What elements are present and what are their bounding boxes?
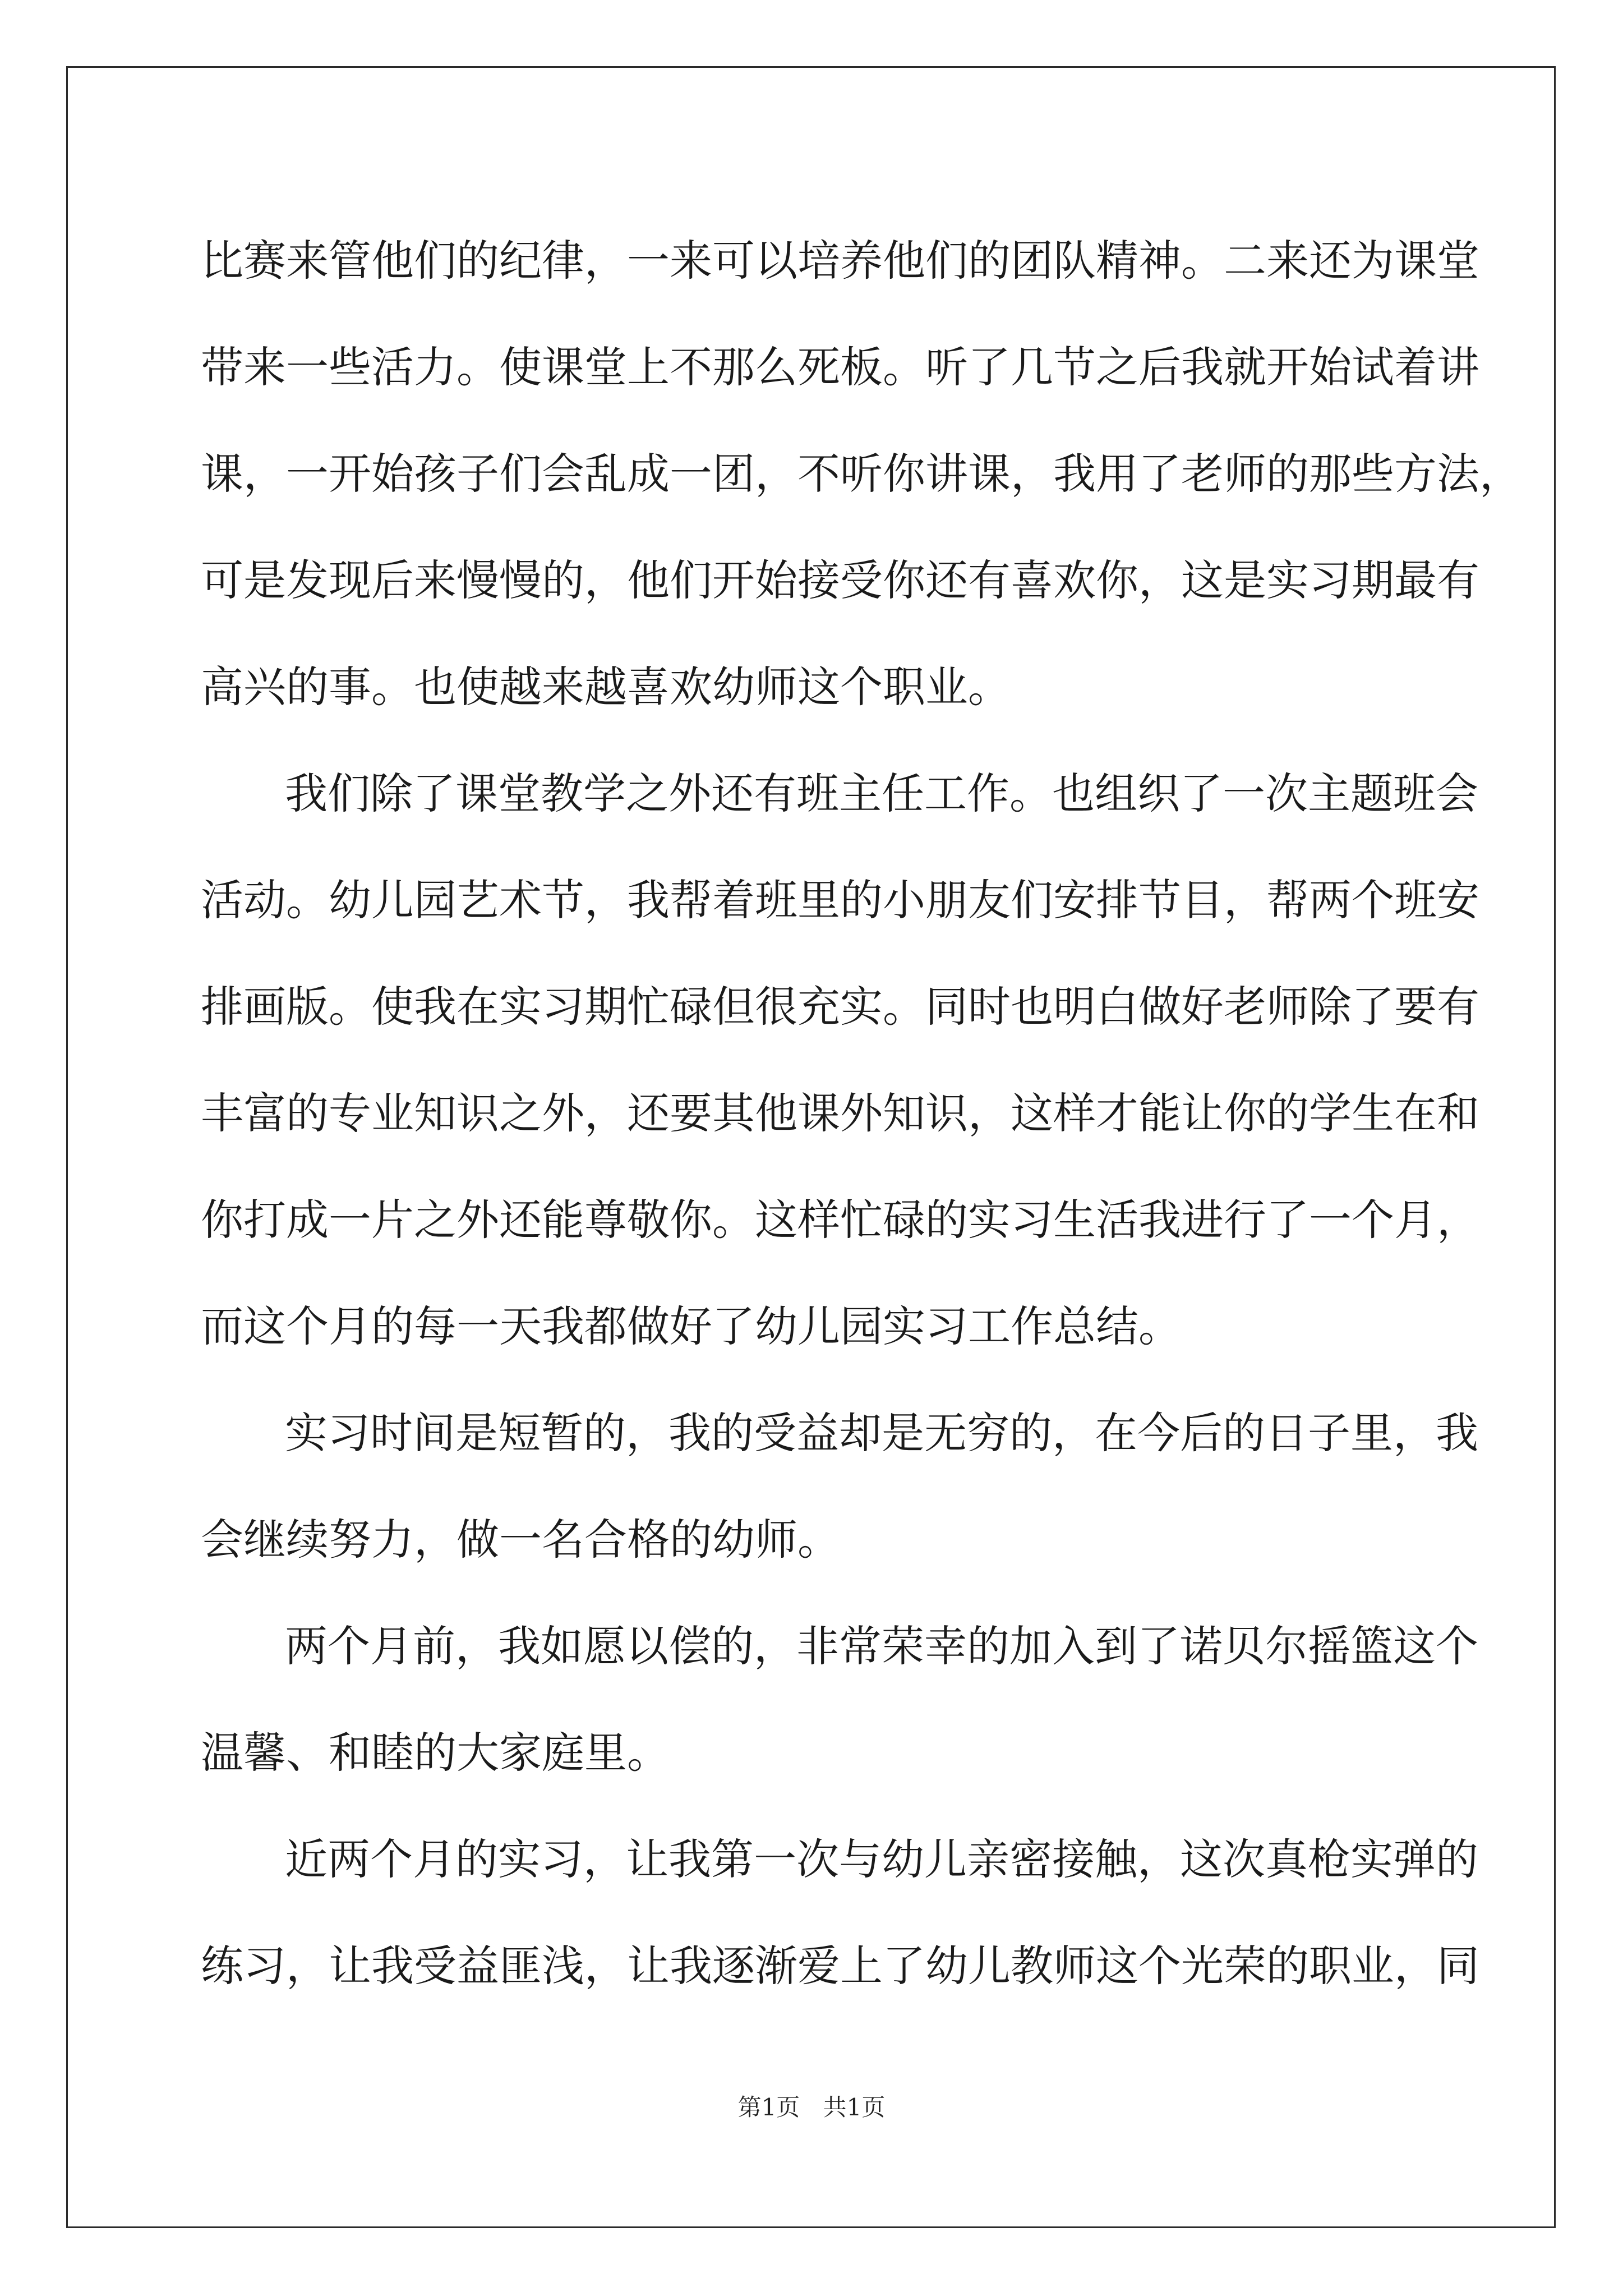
- text-line: 温馨、和睦的大家庭里。: [201, 1728, 670, 1778]
- text-line: 会继续努力，做一名合格的幼师。: [201, 1515, 840, 1565]
- text-line: 可是发现后来慢慢的，他们开始接受你还有喜欢你，这是实习期最有: [201, 555, 1479, 605]
- text-line: 课，一开始孩子们会乱成一团，不听你讲课，我用了老师的那些方法，: [201, 449, 1522, 499]
- text-line: 丰富的专业知识之外，还要其他课外知识，这样才能让你的学生在和: [201, 1088, 1479, 1138]
- text-line: 练习，让我受益匪浅，让我逐渐爱上了幼儿教师这个光荣的职业，同: [201, 1941, 1479, 1991]
- paragraph-start-line: 两个月前，我如愿以偿的，非常荣幸的加入到了诺贝尔摇篮这个: [285, 1621, 1478, 1671]
- paragraph-start-line: 我们除了课堂教学之外还有班主任工作。也组织了一次主题班会: [285, 769, 1478, 818]
- page-footer: [0, 2091, 1623, 2124]
- total-pages: 共1页: [823, 2093, 886, 2121]
- current-page-number: 第1页: [737, 2093, 800, 2121]
- text-line: 你打成一片之外还能尊敬你。这样忙碌的实习生活我进行了一个月，: [201, 1195, 1479, 1245]
- text-line: 活动。幼儿园艺术节，我帮着班里的小朋友们安排节目，帮两个班安: [201, 875, 1479, 925]
- text-line: 比赛来管他们的纪律，一来可以培养他们的团队精神。二来还为课堂: [201, 236, 1479, 286]
- text-line: 高兴的事。也使越来越喜欢幼师这个职业。: [201, 662, 1011, 712]
- text-line: 排画版。使我在实习期忙碌但很充实。同时也明白做好老师除了要有: [201, 982, 1479, 1032]
- text-line: 而这个月的每一天我都做好了幼儿园实习工作总结。: [201, 1301, 1181, 1351]
- paragraph-start-line: 实习时间是短暂的，我的受益却是无穷的，在今后的日子里，我: [285, 1408, 1478, 1458]
- document-body: [201, 208, 1522, 2019]
- text-line: 带来一些活力。使课堂上不那么死板。听了几节之后我就开始试着讲: [201, 342, 1479, 392]
- paragraph-start-line: 近两个月的实习，让我第一次与幼儿亲密接触，这次真枪实弹的: [285, 1834, 1478, 1884]
